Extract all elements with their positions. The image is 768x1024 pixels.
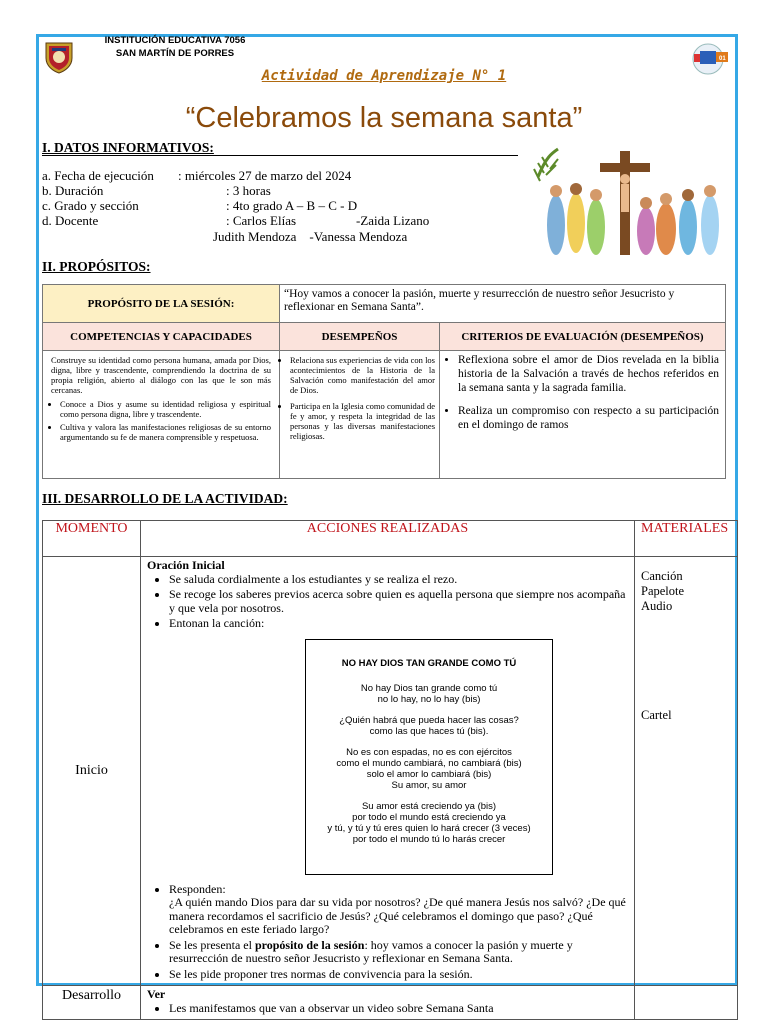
song-line: como las que haces tú (bis).	[369, 725, 489, 737]
proposito-bold: propósito de la sesión	[254, 937, 365, 952]
section-underline	[42, 155, 518, 156]
song-box	[305, 639, 553, 875]
materiales-inicio-cell	[635, 557, 738, 986]
grado-label: c. Grado y sección	[42, 198, 139, 213]
criterios-list	[446, 353, 719, 432]
duracion-value: : 3 horas	[226, 183, 271, 198]
proposito-prefix: Se les presenta el	[169, 937, 255, 952]
capacidades-list	[51, 399, 271, 442]
materiales-desarrollo-cell	[635, 986, 738, 1020]
fecha-value: : miércoles 27 de marzo del 2024	[178, 168, 352, 183]
song-line: por todo el mundo está creciendo ya	[352, 811, 506, 823]
list-item	[169, 883, 628, 937]
holy-week-illustration	[528, 147, 728, 259]
session-purpose-text: “Hoy vamos a conocer la pasión, muerte y resurrección de nuestro señor Jesucristo y reflexionar en Semana Santa”.	[280, 285, 726, 323]
song-line: No hay Dios tan grande como tú	[360, 682, 498, 694]
desarrollo-list	[147, 1002, 628, 1016]
docente-value: : Carlos Elías	[226, 213, 297, 228]
list-item: • Se recoge los saberes previos acerca sobre quien es aquella persona que siempre nos acompaña y que vela por nosotros.	[169, 588, 628, 615]
song-title: NO HAY DIOS TAN GRANDE COMO TÚ	[341, 657, 517, 669]
song-stanza	[312, 715, 546, 737]
grado-value: : 4to grado A – B – C - D	[226, 198, 358, 213]
material-item: Papelote	[641, 584, 685, 598]
propositos-section-title: II. PROPÓSITOS:	[42, 259, 151, 274]
song-line: por todo el mundo tú lo harás crecer	[352, 833, 506, 845]
docente-line-2: Judith Mendoza -Vanessa Mendoza	[213, 229, 408, 244]
list-item: • Les manifestamos que van a observar un video sobre Semana Santa	[169, 1002, 628, 1016]
activity-label: Actividad de Aprendizaje N° 1	[261, 68, 507, 84]
institution-name: INSTITUCIÓN EDUCATIVA 7056	[104, 35, 246, 46]
song-line: y tú, y tú y tú eres quien lo hará crecer (3 veces)	[327, 822, 531, 834]
desarrollo-table	[42, 520, 738, 1020]
material-item: Canción	[641, 569, 683, 583]
docente-value-2: -Zaida Lizano	[356, 213, 430, 228]
song-stanza	[312, 683, 546, 705]
material-item: Cartel	[641, 708, 672, 722]
song-line: No es con espadas, no es con ejércitos	[346, 746, 512, 758]
desempenos-cell	[280, 351, 440, 479]
responden-questions: ¿A quién mando Dios para dar su vida por nosotros? ¿De qué manera Jesús nos salvó? ¿De qué manera recordamos el sacrificio de Jesús? ¿Qué celebramos el domingo que paso? ¿Qué celebramos en este feriado largo?	[169, 895, 626, 936]
inicio-list	[147, 573, 628, 631]
datos-section-title: I. DATOS INFORMATIVOS:	[42, 140, 214, 155]
song-line: ¿Quién habrá que pueda hacer las cosas?	[339, 714, 519, 726]
list-item	[169, 939, 628, 966]
competencias-cell	[43, 351, 280, 479]
desempenos-list	[282, 355, 435, 441]
proposito-rest: : hoy vamos a conocer la pasión y muerte y resurrección de nuestro señor Jesucristo y reflexionar en Semana Santa.	[169, 937, 573, 965]
acciones-header: ACCIONES REALIZADAS	[141, 521, 635, 557]
momento-inicio: Inicio	[43, 557, 141, 986]
institution-location: SAN MARTÍN DE PORRES	[115, 48, 235, 59]
song-line: Su amor, su amor	[391, 779, 467, 791]
fecha-label: a. Fecha de ejecución	[42, 168, 154, 183]
list-item: • Entonan la canción:	[169, 617, 628, 631]
desempenos-header: DESEMPEÑOS	[280, 323, 440, 351]
song-line: Su amor está creciendo ya (bis)	[361, 800, 497, 812]
song-line: como el mundo cambiará, no cambiará (bis)	[336, 757, 522, 769]
list-item: • Relaciona sus experiencias de vida con los acontecimientos de la Historia de la Salvación como manifestación del amor de Dios.	[290, 355, 435, 395]
materiales-header: MATERIALES	[635, 521, 738, 557]
top-border-line	[243, 34, 738, 37]
song-line: no lo hay, no lo hay (bis)	[377, 693, 481, 705]
song-stanza	[312, 747, 546, 791]
list-item: • Se les pide proponer tres normas de convivencia para la sesión.	[169, 968, 628, 982]
momento-desarrollo: Desarrollo	[43, 986, 141, 1020]
acciones-inicio-cell	[141, 557, 635, 986]
criterios-header: CRITERIOS DE EVALUACIÓN (DESEMPEÑOS)	[440, 323, 726, 351]
momento-header: MOMENTO	[43, 521, 141, 557]
propositos-table	[42, 284, 726, 479]
list-item: • Participa en la Iglesia como comunidad de fe y amor, y respeta la integridad de las personas y las diversas manifestaciones religiosas.	[290, 401, 435, 441]
song-stanza	[312, 801, 546, 845]
competencias-header: COMPETENCIAS Y CAPACIDADES	[43, 323, 280, 351]
ver-heading: Ver	[147, 987, 166, 1001]
docente-label: d. Docente	[42, 213, 99, 228]
desarrollo-section-title: III. DESARROLLO DE LA ACTIVIDAD:	[42, 491, 288, 506]
list-item: • Conoce a Dios y asume su identidad religiosa y espiritual como persona digna, libre y trascendente.	[60, 399, 271, 419]
oracion-heading: Oración Inicial	[147, 558, 225, 572]
criterios-cell	[440, 351, 726, 479]
responden-label: Responden:	[169, 881, 226, 896]
list-item: • Cultiva y valora las manifestaciones religiosas de su entorno argumentando su fe de manera comprensible y respetuosa.	[60, 422, 271, 442]
acciones-desarrollo-cell	[141, 986, 635, 1020]
list-item: • Realiza un compromiso con respecto a su participación en el domingo de ramos	[458, 404, 719, 432]
material-item: Audio	[641, 599, 673, 613]
inicio-list-continued	[147, 883, 628, 982]
session-purpose-label: PROPÓSITO DE LA SESIÓN:	[43, 285, 280, 323]
competencia-text: Construye su identidad como persona humana, amada por Dios, digna, libre y trascendente, comprendiendo la doctrina de su propia religión, abierto al diálogo con las que le son más cercanas.	[51, 355, 271, 395]
list-item: • Se saluda cordialmente a los estudiantes y se realiza el rezo.	[169, 573, 628, 587]
duracion-label: b. Duración	[42, 183, 104, 198]
song-line: solo el amor lo cambiará (bis)	[366, 768, 492, 780]
list-item: • Reflexiona sobre el amor de Dios revelada en la biblia historia de la Salvación a través de hechos referidos en la semana santa y la sagrada familia.	[458, 353, 719, 395]
svg-text:01: 01	[719, 56, 726, 62]
page-title: “Celebramos la semana santa”	[185, 102, 583, 134]
